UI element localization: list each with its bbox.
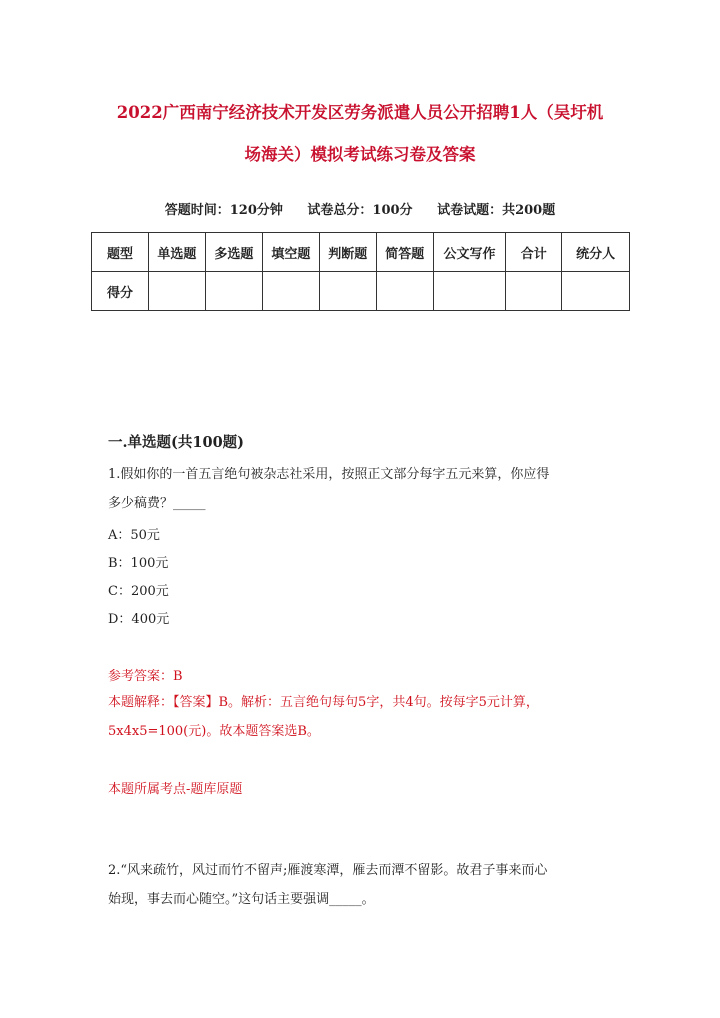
score-table-score-row [92, 272, 630, 311]
question-1-explanation [108, 688, 623, 746]
question-1-option-a: A：50元 [108, 528, 160, 543]
question-1-line-2: 多少稿费？_____ [108, 496, 206, 511]
score-header-cell: 简答题 [376, 233, 433, 272]
score-header-cell: 判断题 [319, 233, 376, 272]
score-table-header-row [92, 233, 630, 272]
score-header-cell: 填空题 [262, 233, 319, 272]
exam-total-score: 试卷总分：100分 [307, 203, 413, 218]
score-cell [506, 272, 562, 311]
exam-question-count: 试卷试题：共200题 [437, 203, 556, 218]
question-1-option-c: C：200元 [108, 584, 169, 599]
score-header-cell: 单选题 [148, 233, 205, 272]
question-1-option-d: D：400元 [108, 612, 170, 627]
score-header-cell: 多选题 [205, 233, 262, 272]
question-2-stem [108, 856, 623, 914]
score-cell [205, 272, 262, 311]
score-cell [433, 272, 506, 311]
exam-time: 答题时间：120分钟 [164, 203, 283, 218]
score-header-cell: 题型 [92, 233, 149, 272]
exam-meta [92, 199, 628, 218]
section-heading: 一.单选题(共100题) [108, 434, 245, 451]
question-1-option-b: B：100元 [108, 556, 169, 571]
question-1-answer: 参考答案：B [108, 669, 183, 684]
score-cell [319, 272, 376, 311]
document-title [92, 92, 628, 176]
score-header-cell: 统分人 [562, 233, 630, 272]
score-cell [562, 272, 630, 311]
question-1-source: 本题所属考点-题库原题 [108, 782, 243, 797]
score-row-label: 得分 [92, 272, 149, 311]
explanation-line-1: 本题解释：【答案】B。解析：五言绝句每句5字，共4句。按每字5元计算， [108, 695, 539, 710]
score-header-cell: 合计 [506, 233, 562, 272]
score-table [91, 232, 630, 311]
question-2-line-2: 始现，事去而心随空。”这句话主要强调_____。 [108, 892, 375, 907]
question-1-stem [108, 460, 623, 518]
score-cell [262, 272, 319, 311]
title-line-2: 场海关）模拟考试练习卷及答案 [244, 145, 476, 164]
score-cell [376, 272, 433, 311]
question-2-line-1: 2.“风来疏竹，风过而竹不留声;雁渡寒潭，雁去而潭不留影。故君子事来而心 [108, 863, 548, 878]
score-cell [148, 272, 205, 311]
title-line-1: 2022广西南宁经济技术开发区劳务派遣人员公开招聘1人（吴圩机 [116, 103, 604, 122]
question-1-line-1: 1.假如你的一首五言绝句被杂志社采用，按照正文部分每字五元来算，你应得 [108, 467, 550, 482]
explanation-line-2: 5x4x5=100(元)。故本题答案选B。 [108, 724, 320, 739]
score-header-cell: 公文写作 [433, 233, 506, 272]
